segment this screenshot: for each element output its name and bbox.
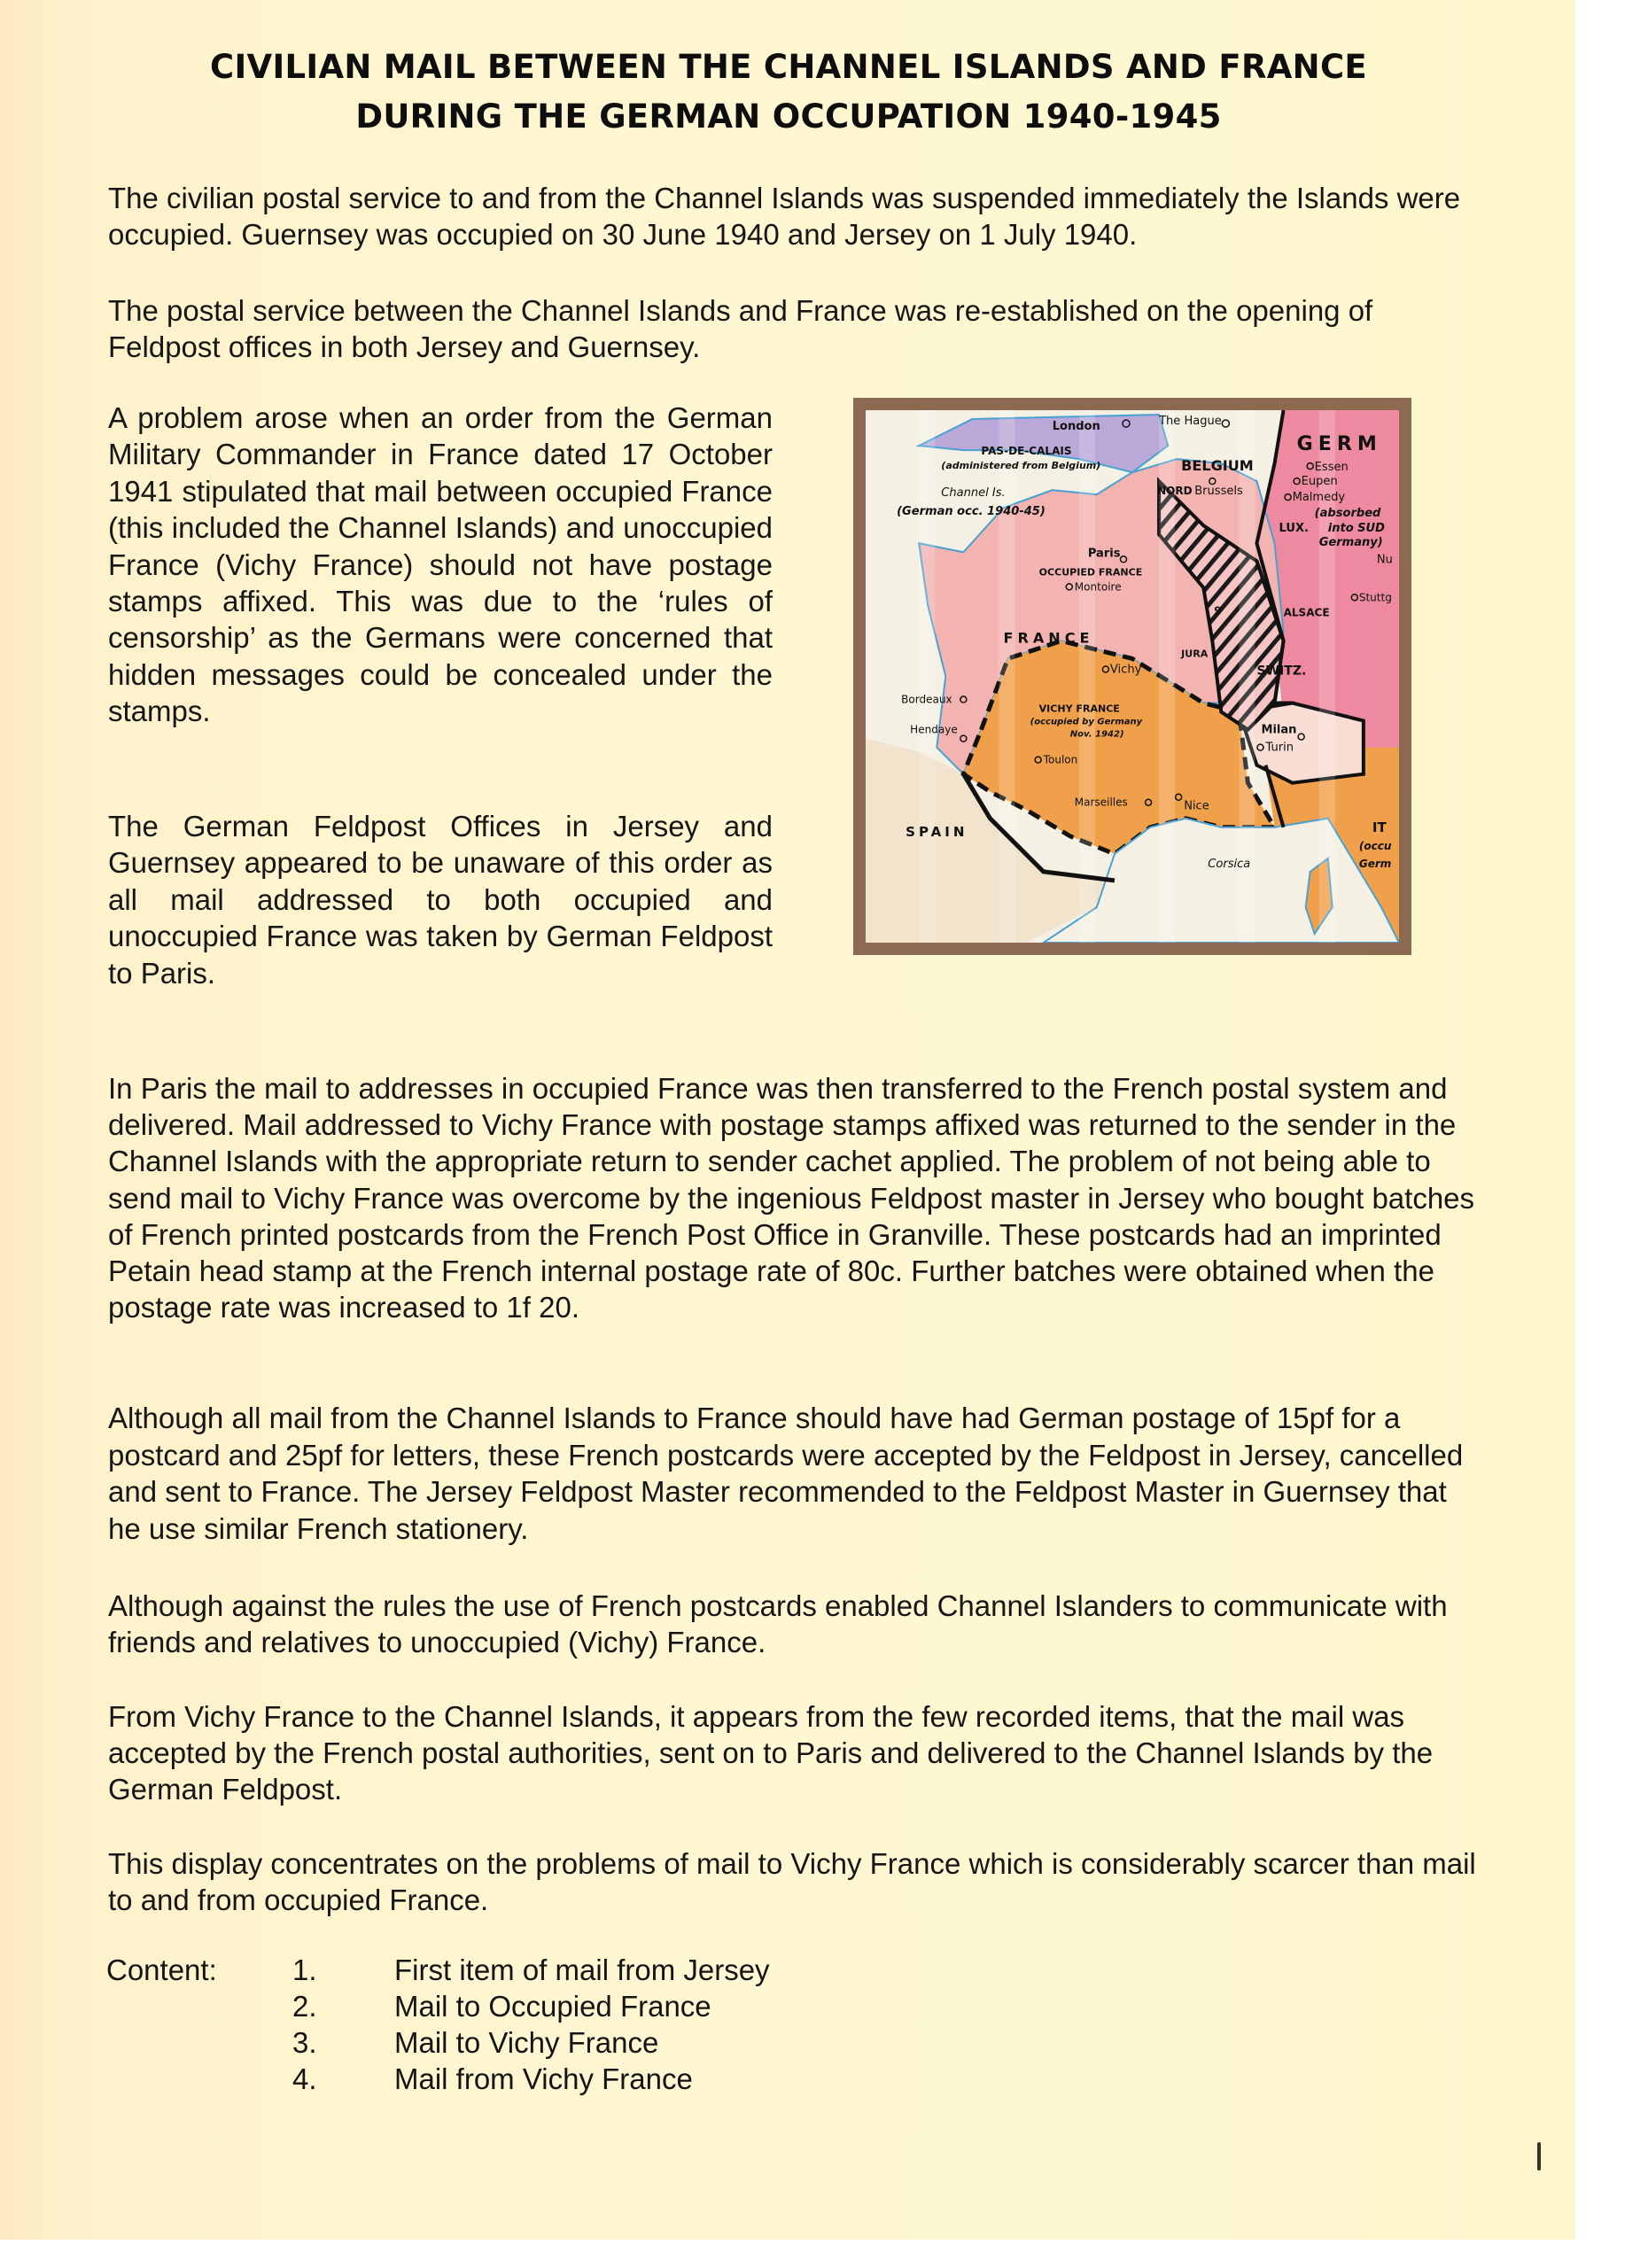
label-absorbed: (absorbed: [1314, 507, 1381, 521]
label-nord: NORD: [1157, 485, 1193, 498]
paragraph-paris-transfer: In Paris the mail to addresses in occupied France was then transferred to the French postal system and delivered. Mail addressed to Vichy France with postage stamps affixed was returned to the sender in the Channel Islands with the appropriate return to sender cachet applied. The problem of not being able to send mail to Vichy France was overcome by the ingenious Feldpost master in Jersey who bought batches of French printed postcards from the French Post Office in Granville. These postcards had an imprinted Petain head stamp at the French internal postage rate of 80c. Further batches were obtained when the postage rate was increased to 1f 20.: [108, 1072, 1475, 1324]
label-italy: IT: [1372, 819, 1387, 835]
label-brussels: Brussels: [1194, 485, 1243, 499]
title-line-2: DURING THE GERMAN OCCUPATION 1940-1945: [355, 97, 1222, 136]
label-spain: SPAIN: [906, 823, 968, 840]
title-line-1: CIVILIAN MAIL BETWEEN THE CHANNEL ISLANDS AND FRANCE: [210, 48, 1367, 86]
contents-item: Mail to Occupied France: [394, 1990, 711, 2023]
label-corsica: Corsica: [1208, 857, 1251, 871]
paragraph-german-postage: Although all mail from the Channel Islands to France should have had German postage of 15pf for a postcard and 25pf for letters, these French postcards were accepted by the Feldpost in Jersey, cancelled and sent to France. The Jersey Feldpost Master recommended to the Feldpost Master in Guernsey that he use similar French stationery.: [108, 1402, 1464, 1545]
label-paris: Paris: [1087, 547, 1121, 561]
label-occupied-by-germany: (occupied by Germany: [1030, 717, 1143, 727]
label-nov-1942: Nov. 1942): [1069, 729, 1124, 740]
scan-mark: [1537, 2142, 1541, 2171]
label-nice: Nice: [1184, 799, 1209, 813]
contents-item: First item of mail from Jersey: [394, 1953, 770, 1986]
paragraph-problem: A problem arose when an order from the German Military Commander in France dated 17 October 1941 stipulated that mail between occupied France (this included the Channel Islands) and unoccupied France (Vichy France) should not have postage stamps affixed. This was due to the ‘rules of censorship’ as the Germans were concerned that hidden messages could be concealed under the stamps.: [108, 401, 773, 728]
label-occupied-italy: (occu: [1358, 839, 1392, 852]
page-title: [97, 43, 1480, 142]
contents-number: 1.: [292, 1953, 317, 1986]
contents-item: Mail to Vichy France: [394, 2026, 659, 2059]
label-hendaye: Hendaye: [910, 723, 958, 736]
label-luxembourg: LUX.: [1279, 522, 1309, 536]
map-svg: [866, 410, 1399, 943]
label-germany: GERM: [1296, 433, 1382, 456]
label-administered-from-belgium: (administered from Belgium): [941, 460, 1101, 472]
label-marseilles: Marseilles: [1074, 796, 1128, 809]
label-bordeaux: Bordeaux: [901, 693, 952, 706]
contents-number: 2.: [292, 1990, 317, 2023]
label-occupied-france: OCCUPIED FRANCE: [1038, 566, 1143, 579]
paragraph-reestablished: The postal service between the Channel Islands and France was re-established on the opening of Feldpost offices in both Jersey and Guernsey.: [108, 294, 1373, 363]
label-turin: Turin: [1265, 741, 1294, 755]
contents-label: Content:: [106, 1953, 217, 1986]
label-belgium: BELGIUM: [1181, 457, 1254, 475]
paragraph-from-vichy: From Vichy France to the Channel Islands, it appears from the few recorded items, that the mail was accepted by the French postal authorities, sent on to Paris and delivered to the Channel Islands by the German Feldpost.: [108, 1700, 1434, 1806]
label-jura: JURA: [1181, 648, 1209, 660]
label-eupen: Eupen: [1301, 475, 1338, 489]
label-toulon: Toulon: [1043, 753, 1078, 766]
label-alsace: ALSACE: [1283, 606, 1330, 619]
paragraph-feldpost-offices: The German Feldpost Offices in Jersey and Guernsey appeared to be unaware of this order as all mail addressed to both occupied and unoccupied France was taken by German Feldpost to Paris.: [108, 810, 773, 990]
paragraph-suspension: The civilian postal service to and from the Channel Islands was suspended immediately the Islands were occupied. Guernsey was occupied on 30 June 1940 and Jersey on 1 July 1940.: [108, 182, 1461, 251]
label-montoire: Montoire: [1074, 580, 1122, 594]
label-london: London: [1052, 420, 1100, 434]
paragraph-display-focus: This display concentrates on the problems of mail to Vichy France which is considerably scarcer than mail to and from occupied France.: [108, 1847, 1476, 1916]
label-essen: Essen: [1314, 461, 1349, 475]
label-stuttgart: Stuttg: [1358, 591, 1392, 604]
contents-item: Mail from Vichy France: [394, 2062, 693, 2095]
label-switzerland: SWITZ.: [1256, 664, 1307, 679]
label-channel-islands: Channel Is.: [941, 486, 1006, 501]
label-france: FRANCE: [1003, 629, 1094, 647]
label-vichy-france: VICHY FRANCE: [1038, 703, 1120, 715]
map-of-occupied-france: [853, 398, 1411, 955]
label-malmedy: Malmedy: [1292, 491, 1346, 505]
label-the-hague: The Hague: [1159, 415, 1222, 429]
label-vichy: Vichy: [1109, 663, 1142, 677]
paragraph-against-rules: Although against the rules the use of French postcards enabled Channel Islanders to communicate with friends and relatives to unoccupied (Vichy) France.: [108, 1589, 1448, 1658]
label-milan: Milan: [1261, 723, 1297, 737]
label-into-sud: into SUD: [1327, 522, 1385, 536]
label-germany-paren: Germany): [1318, 536, 1383, 550]
contents-number: 3.: [292, 2026, 317, 2059]
label-pas-de-calais: PAS-DE-CALAIS: [981, 445, 1072, 458]
label-nine: 9: [1214, 604, 1222, 617]
contents-number: 4.: [292, 2062, 317, 2095]
label-german-occupation: (German occ. 1940-45): [897, 505, 1046, 519]
label-germ: Germ: [1358, 857, 1392, 870]
label-nu: Nu: [1376, 553, 1393, 567]
